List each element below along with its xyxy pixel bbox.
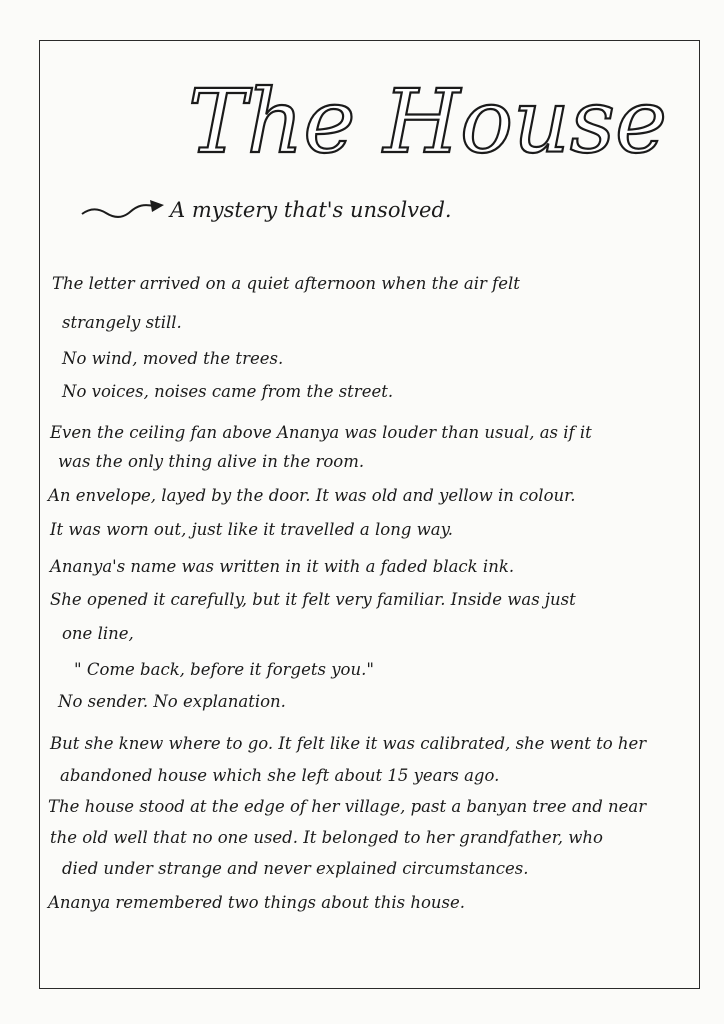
text-line: Ananya's name was written in it with a faded black ink. [50, 557, 515, 576]
text-line: The letter arrived on a quiet afternoon when the air felt [52, 274, 520, 293]
text-line: She opened it carefully, but it felt very familiar. Inside was just [50, 590, 576, 609]
text-line: was the only thing alive in the room. [58, 452, 365, 471]
quoted-line: " Come back, before it forgets you." [74, 660, 374, 679]
text-line: No voices, noises came from the street. [62, 382, 394, 401]
text-line: strangely still. [62, 313, 182, 332]
text-line: the old well that no one used. It belonged to her grandfather, who [50, 828, 603, 847]
subtitle-row [78, 190, 498, 238]
text-line: No sender. No explanation. [58, 692, 286, 711]
subtitle: A mystery that's unsolved. [170, 198, 452, 222]
text-line: Even the ceiling fan above Ananya was louder than usual, as if it [50, 423, 592, 442]
text-line: No wind, moved the trees. [62, 349, 284, 368]
text-line: It was worn out, just like it travelled a long way. [50, 520, 453, 539]
text-line: one line, [62, 624, 134, 643]
text-line: died under strange and never explained circumstances. [62, 859, 529, 878]
outlined-title-lettering [180, 52, 668, 182]
text-line: But she knew where to go. It felt like it was calibrated, she went to her [50, 734, 647, 753]
text-line: The house stood at the edge of her village, past a banyan tree and near [48, 797, 647, 816]
text-line: An envelope, layed by the door. It was old and yellow in colour. [48, 486, 576, 505]
squiggle-arrow-icon [78, 190, 168, 230]
text-line: abandoned house which she left about 15 years ago. [60, 766, 500, 785]
page-title [180, 52, 668, 182]
title-text: The House [188, 70, 668, 173]
text-line: Ananya remembered two things about this house. [48, 893, 466, 912]
